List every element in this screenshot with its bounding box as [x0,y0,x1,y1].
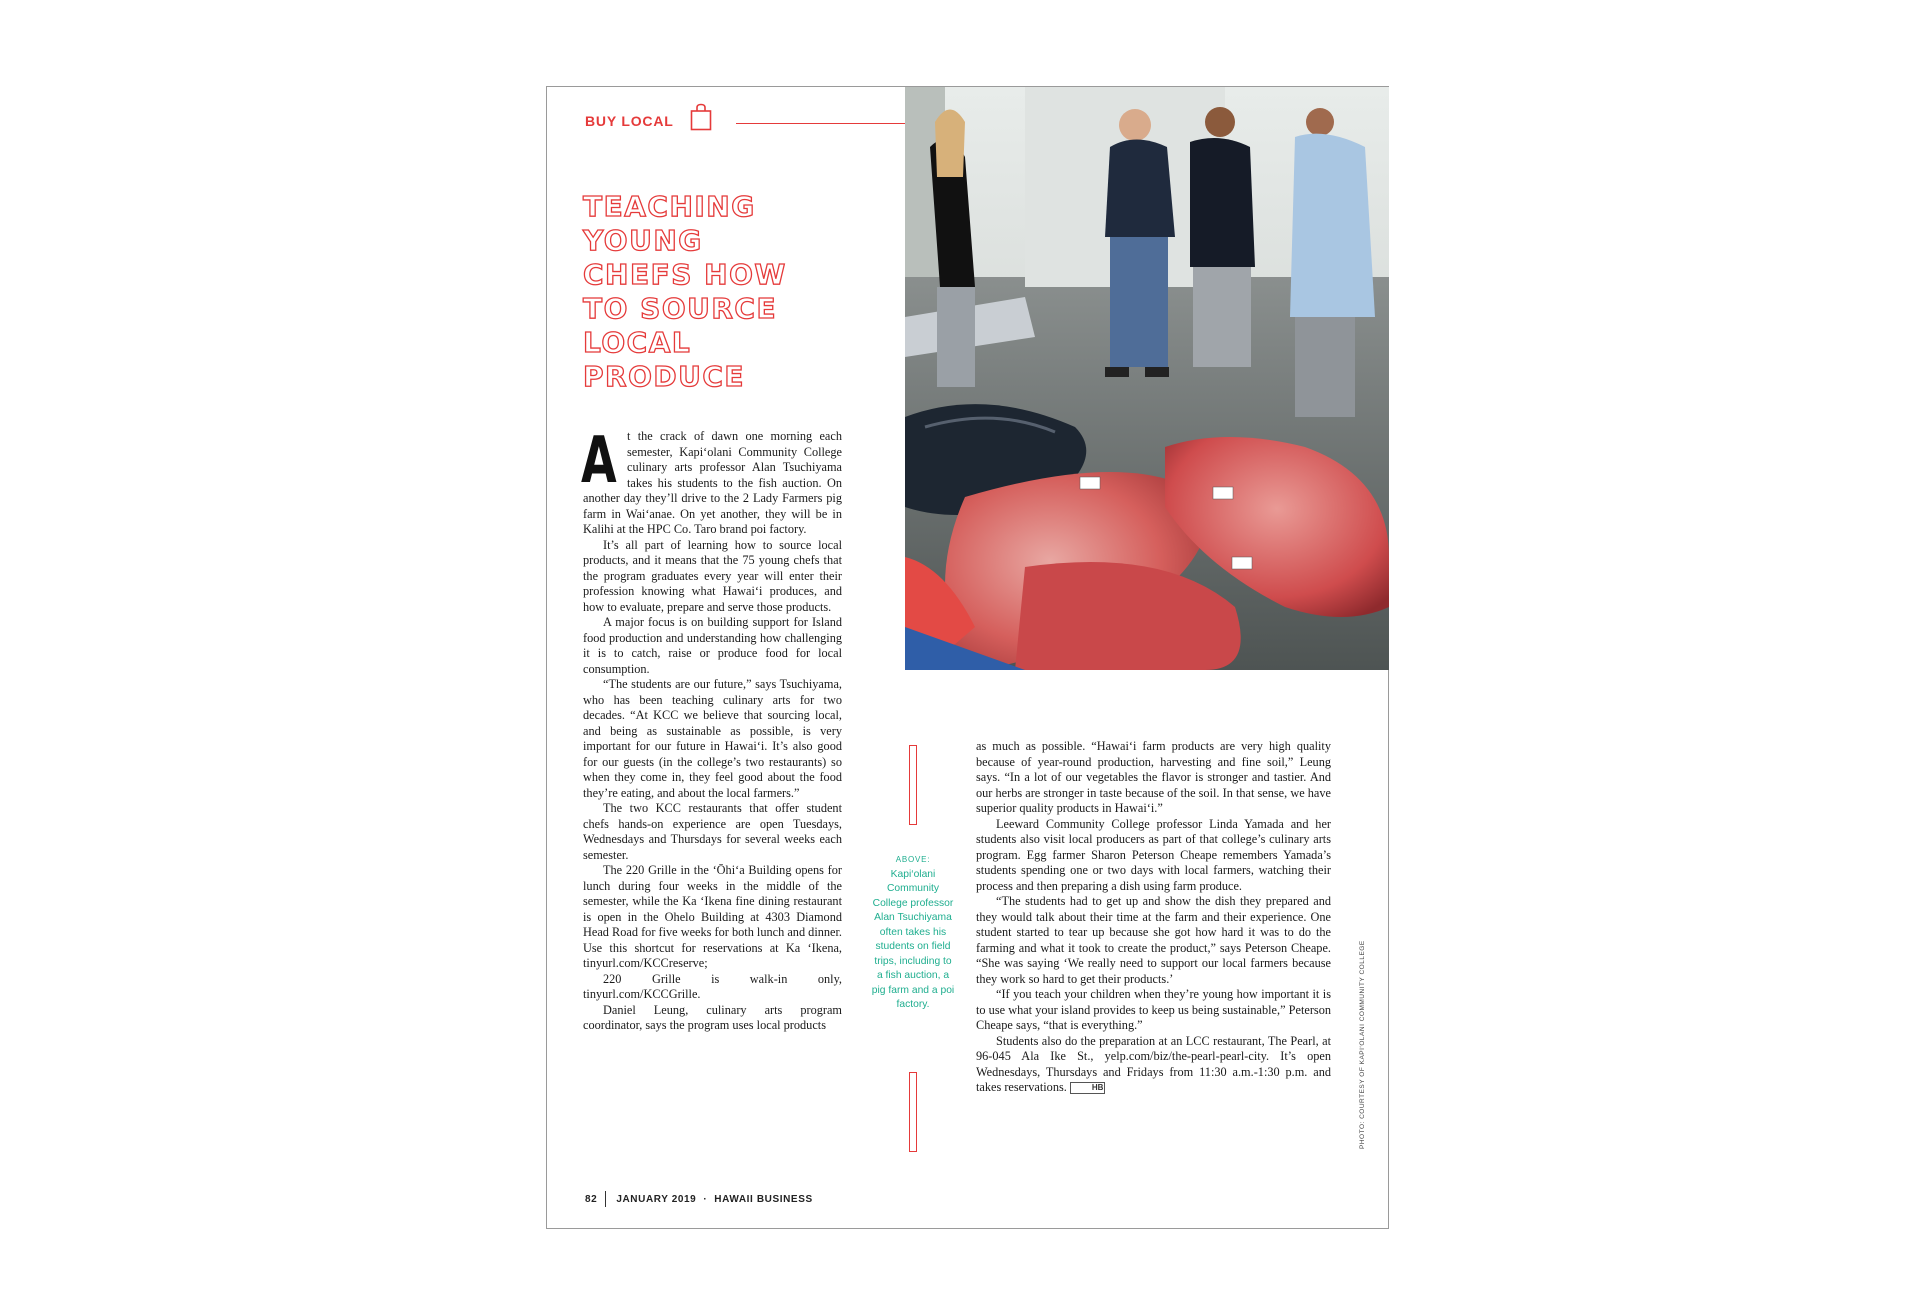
article-paragraph: “The students are our future,” says Tsuchiyama, who has been teaching culinary arts for two decades. “At KCC we believe that sourcing local, and being as sustainable as possible, is very important for our future in Hawai‘i. It’s also good for our guests (in the college’s two restaurants) so when they come in, they feel good about the food they’re eating, and about the local farmers.” [583,677,842,800]
article-paragraph: The two KCC restaurants that offer student chefs hands-on experience are open Tuesdays, Wednesdays and Thursdays for several weeks each semester. [583,801,842,862]
headline-line: TEACHING [583,190,756,223]
article-paragraph [976,1034,1331,1096]
headline-line: YOUNG [583,224,703,257]
headline-line: PRODUCE [583,360,746,393]
page-number: 82 [585,1193,598,1205]
article-paragraph: t the crack of dawn one morning each semester, Kapi‘olani Community College culinary arts professor Alan Tsuchiyama takes his students to the fish auction. On another day they’ll drive to the 2 Lady Farmers pig farm in Wai‘anae. On yet another, they will be in Kalihi at the HPC Co. Taro brand poi factory. [583,429,842,536]
folio-divider [605,1191,606,1207]
headline-line: TO SOURCE [583,292,778,325]
shopping-bag-icon [690,103,712,131]
article-paragraph: Leeward Community College professor Linda Yamada and her students also visit local producers as part of that college’s culinary arts program. Egg farmer Sharon Peterson Cheape remembers Yamada’s students spending one or two days with local farmers, watching their process and then preparing a dish using farm produce. [976,816,1331,893]
fish-auction-photo [905,87,1389,670]
article-paragraph: Daniel Leung, culinary arts program coordinator, says the program uses local products [583,1002,842,1032]
article-paragraph: “If you teach your children when they’re young how important it is to use what your island provides to keep us being sustainable,” Peterson Cheape says, “that is everything.” [976,987,1331,1032]
article-column-right [976,739,1331,1096]
folio [585,1191,813,1207]
caption-text: Kapi‘olani Community College professor Alan Tsuchiyama often takes his students on field trips, including to a fish auction, a pig farm and a poi factory. [871,868,955,1010]
caption-bracket-bottom [909,1072,917,1152]
caption-label: ABOVE: [895,855,931,864]
article-paragraph: The 220 Grille in the ‘Ōhi‘a Building opens for lunch during four weeks in the middle of the semester, while the Ka ‘Ikena fine dining restaurant is open in the Ohelo Building at 4303 Diamond Head Road for five weeks for both lunch and dinner. Use this shortcut for reservations at Ka ‘Ikena, tinyurl.com/KCCreserve; [583,863,842,970]
article-column-left [581,424,842,1034]
article-paragraph: It’s all part of learning how to source local products, and it means that the 75 young chefs that the program graduates every year will enter their profession knowing what Hawai‘i produces, and how to evaluate, prepare and serve those products. [583,537,842,614]
headline-line: LOCAL [583,326,692,359]
photo-caption [871,853,955,1013]
drop-cap: A [581,424,617,498]
folio-separator: · [703,1193,708,1205]
section-rule [736,123,908,124]
headline-line: CHEFS HOW [583,258,787,291]
magazine-page [546,86,1389,1229]
lead-paragraph-wrap [581,424,842,538]
article-paragraph: 220 Grille is walk-in only, tinyurl.com/KCCGrille. [583,971,842,1001]
article-paragraph: A major focus is on building support for Island food production and understanding how challenging it is to catch, raise or produce food for local consumption. [583,615,842,676]
caption-bracket-top [909,745,917,825]
article-paragraph: as much as possible. “Hawai‘i farm products are very high quality because of year-round production, harvesting and fine soil,” Leung says. “In a lot of our vegetables the flavor is stronger and tastier. And our herbs are stronger in taste because of the soil. In that sense, we have superior quality products in Hawai‘i.” [976,739,1331,815]
article-paragraph: “The students had to get up and show the dish they prepared and they would talk about their time at the farm and their experience. One student started to tear up because she got how hard it was to do the farming and what it took to create the product,” says Peterson Cheape. “She was saying ‘We really need to support our local farmers because they work so hard to get their products.’ [976,894,1331,986]
end-mark-icon: HB [1070,1082,1106,1094]
photo-credit: PHOTO: COURTESY OF KAPI‘OLANI COMMUNITY COLLEGE [1359,940,1366,1149]
issue-date: JANUARY 2019 [616,1193,697,1205]
section-label: BUY LOCAL [585,113,674,129]
photo-illustration [905,87,1389,670]
final-paragraph-text: Students also do the preparation at an LCC restaurant, The Pearl, at 96-045 Ala Ike St., yelp.com/biz/the-pearl-pearl-city. It’s open Wednesdays, Thursdays and Fridays from 11:30 a.m.-1:30 p.m. and takes reservations. [976,1033,1331,1094]
headline [583,190,833,394]
publication-name: HAWAII BUSINESS [714,1193,813,1205]
